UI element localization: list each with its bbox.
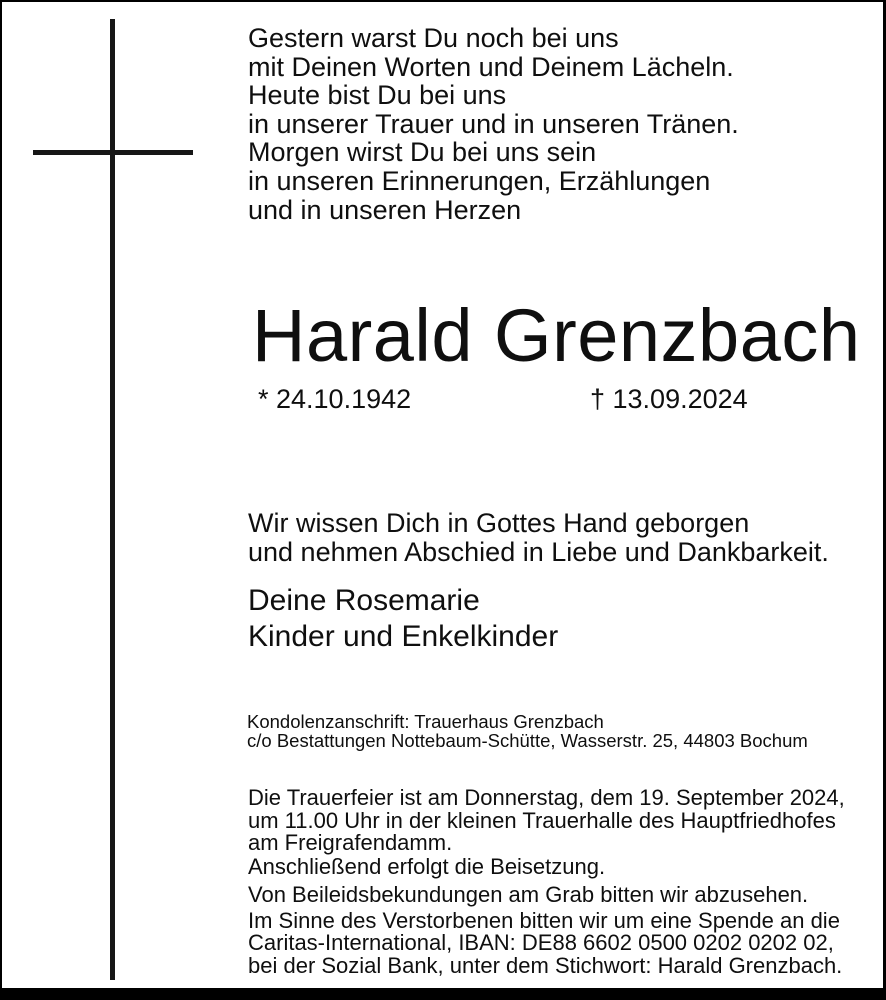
donation-paragraph [248,907,845,978]
ceremony-line: Die Trauerfeier ist am Donnerstag, dem 19. September 2024, [248,785,845,810]
poem-line: in unseren Erinnerungen, Erzählungen [248,165,711,196]
poem-line: Morgen wirst Du bei uns sein [248,137,597,168]
donation-line: bei der Sozial Bank, unter dem Stichwort: Harald Grenzbach. [248,952,843,978]
birth-date: * 24.10.1942 [258,384,412,414]
cross-horizontal-bar [33,150,193,155]
farewell-text [248,509,829,566]
death-date: † 13.09.2024 [590,384,748,414]
donation-line: Im Sinne des Verstorbenen bitten wir um eine Spende an die [248,907,840,933]
frame-border-bottom [0,988,886,1000]
funeral-information [248,787,845,977]
frame-border-left [0,0,2,1000]
farewell-line: Wir wissen Dich in Gottes Hand geborgen [248,508,750,538]
mourners-text [248,583,558,655]
donation-line: Caritas-International, IBAN: DE88 6602 0500 0202 0202 02, [248,930,834,955]
ceremony-line: am Freigrafendamm. [248,830,453,855]
farewell-line: und nehmen Abschied in Liebe und Dankbarkeit. [248,536,829,567]
poem-line: mit Deinen Worten und Deinem Lächeln. [248,51,734,82]
no-condolences-paragraph: Von Beileidsbekundungen am Grab bitten wir abzusehen. [248,882,809,907]
poem-line: und in unseren Herzen [248,194,522,225]
ceremony-line: um 11.00 Uhr in der kleinen Trauerhalle des Hauptfriedhofes [248,807,836,833]
condolence-line: c/o Bestattungen Nottebaum-Schütte, Wasserstr. 25, 44803 Bochum [247,729,808,751]
poem-line: Heute bist Du bei uns [248,80,507,111]
poem-line: Gestern warst Du noch bei uns [248,23,619,53]
condolence-line: Kondolenzanschrift: Trauerhaus Grenzbach [247,711,604,732]
deceased-name: Harald Grenzbach [252,294,861,377]
ceremony-paragraph [248,787,845,855]
memorial-poem [248,24,739,224]
mourner-line: Deine Rosemarie [248,584,480,617]
frame-border-top [0,0,886,2]
condolence-address [247,713,808,750]
burial-paragraph: Anschließend erfolgt die Beisetzung. [248,853,606,879]
cross-vertical-bar [110,19,115,980]
poem-line: in unserer Trauer und in unseren Tränen. [248,108,739,139]
mourner-line: Kinder und Enkelkinder [248,620,559,653]
